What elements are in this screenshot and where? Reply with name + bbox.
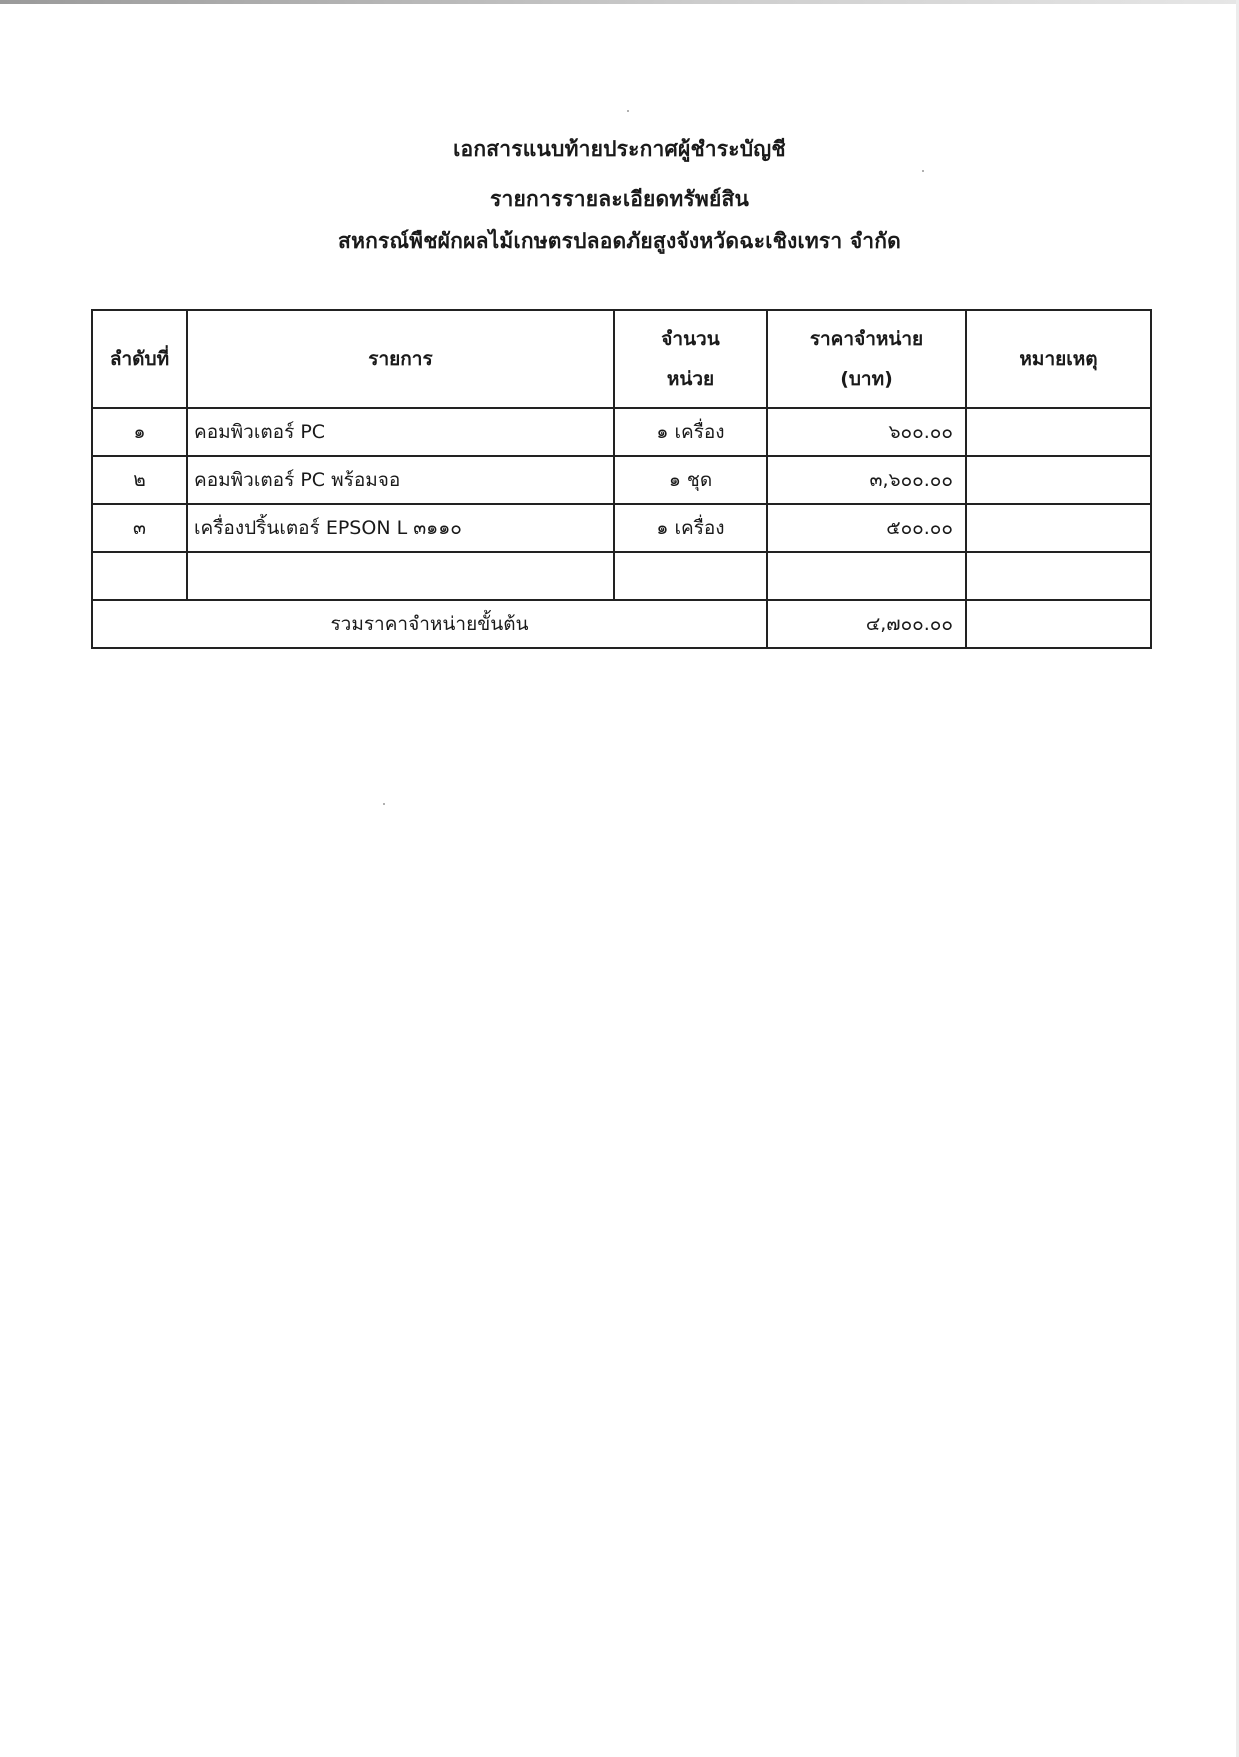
table-header-row bbox=[92, 310, 1151, 408]
header-price-line-2: (บาท) bbox=[840, 368, 893, 390]
header-price bbox=[767, 310, 966, 408]
header-qty-line-1: จำนวน bbox=[661, 328, 720, 350]
table-row bbox=[92, 504, 1151, 552]
table-row bbox=[92, 456, 1151, 504]
cooperative-name: สหกรณ์พืชผักผลไม้เกษตรปลอดภัยสูงจังหวัดฉะเชิงเทรา จำกัด bbox=[338, 229, 901, 253]
asset-table bbox=[91, 309, 1152, 649]
row-qty: ๑ เครื่อง bbox=[614, 408, 767, 456]
row-remark bbox=[966, 456, 1151, 504]
scan-top-edge bbox=[0, 0, 1239, 4]
row-price: ๖๐๐.๐๐ bbox=[767, 408, 966, 456]
row-item: เครื่องปริ้นเตอร์ EPSON L ๓๑๑๐ bbox=[187, 504, 614, 552]
document-title: เอกสารแนบท้ายประกาศผู้ชำระบัญชี bbox=[453, 137, 786, 161]
header-price-line-1: ราคาจำหน่าย bbox=[809, 328, 924, 350]
header-no: ลำดับที่ bbox=[92, 310, 187, 408]
row-item: คอมพิวเตอร์ PC bbox=[187, 408, 614, 456]
total-value: ๔,๗๐๐.๐๐ bbox=[767, 600, 966, 648]
total-label: รวมราคาจำหน่ายขั้นต้น bbox=[92, 600, 767, 648]
table-row-empty bbox=[92, 552, 1151, 600]
document-subtitle: รายการรายละเอียดทรัพย์สิน bbox=[489, 187, 750, 211]
table-total-row bbox=[92, 600, 1151, 648]
row-no bbox=[92, 552, 187, 600]
header-qty-line-2: หน่วย bbox=[666, 368, 715, 390]
row-item: คอมพิวเตอร์ PC พร้อมจอ bbox=[187, 456, 614, 504]
row-qty bbox=[614, 552, 767, 600]
header-qty bbox=[614, 310, 767, 408]
row-qty: ๑ เครื่อง bbox=[614, 504, 767, 552]
scan-speck bbox=[627, 110, 629, 112]
row-remark bbox=[966, 504, 1151, 552]
row-qty: ๑ ชุด bbox=[614, 456, 767, 504]
header-remark: หมายเหตุ bbox=[966, 310, 1151, 408]
row-remark bbox=[966, 552, 1151, 600]
table-row bbox=[92, 408, 1151, 456]
row-no: ๓ bbox=[92, 504, 187, 552]
row-price: ๕๐๐.๐๐ bbox=[767, 504, 966, 552]
scan-speck bbox=[383, 803, 385, 805]
scan-speck bbox=[922, 170, 924, 172]
row-no: ๑ bbox=[92, 408, 187, 456]
row-remark bbox=[966, 408, 1151, 456]
row-price bbox=[767, 552, 966, 600]
row-no: ๒ bbox=[92, 456, 187, 504]
header-item: รายการ bbox=[187, 310, 614, 408]
total-remark bbox=[966, 600, 1151, 648]
row-item bbox=[187, 552, 614, 600]
row-price: ๓,๖๐๐.๐๐ bbox=[767, 456, 966, 504]
